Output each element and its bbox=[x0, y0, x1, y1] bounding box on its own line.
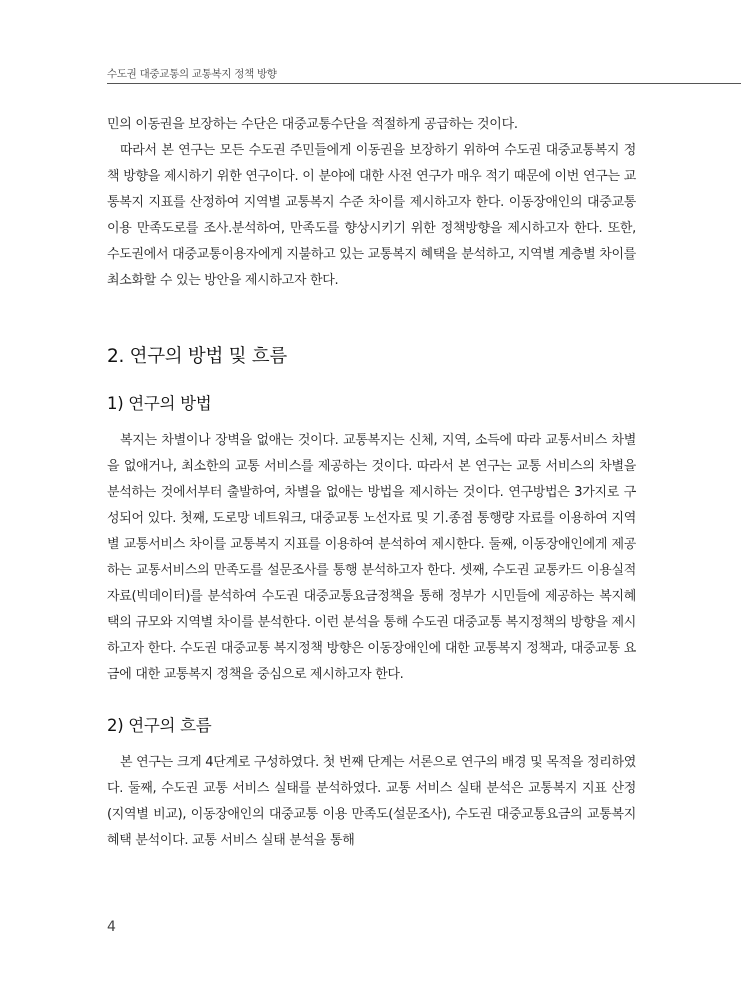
section-heading: 2. 연구의 방법 및 흐름 bbox=[107, 346, 287, 367]
subsection-heading-flow: 2) 연구의 흐름 bbox=[107, 716, 212, 735]
page-body bbox=[107, 112, 636, 854]
subsection-heading-method: 1) 연구의 방법 bbox=[107, 394, 212, 413]
intro-paragraph-continuation: 민의 이동권을 보장하는 수단은 대중교통수단을 적절하게 공급하는 것이다. bbox=[107, 117, 518, 132]
intro-paragraph: 따라서 본 연구는 모든 수도권 주민들에게 이동권을 보장하기 위하여 수도권 대중교통복지 정책 방향을 제시하기 위한 연구이다. 이 분야에 대한 사전 연구가 매우 적기 때문에 이번 연구는 교통복지 지표를 산정하여 지역별 교통복지 수준 차이를 제시하고자 한다. 이동장애인의 대중교통 이용 만족도로를 조사.분석하여, 만족도를 향상시키기 위한 정책방향을 제시하고자 한다. 또한, 수도권에서 대중교통이용자에게 지불하고 있는 교통복지 혜택을 분석하고, 지역별 계층별 차이를 최소화할 수 있는 방안을 제시하고자 한다. bbox=[107, 143, 636, 288]
header-rule bbox=[107, 83, 741, 84]
running-head: 수도권 대중교통의 교통복지 정책 방향 bbox=[107, 68, 277, 80]
page-number: 4 bbox=[107, 919, 116, 935]
flow-paragraph: 본 연구는 크게 4단계로 구성하였다. 첫 번째 단계는 서론으로 연구의 배경 및 목적을 정리하였다. 둘째, 수도권 교통 서비스 실태를 분석하였다. 교통 서비스 실태 분석은 교통복지 지표 산정(지역별 비교), 이동장애인의 대중교통 이용 만족도(설문조사), 수도권 대중교통요금의 교통복지 혜택 분석이다. 교통 서비스 실태 분석을 통해 bbox=[107, 755, 636, 848]
method-paragraph: 복지는 차별이나 장벽을 없애는 것이다. 교통복지는 신체, 지역, 소득에 따라 교통서비스 차별을 없애거나, 최소한의 교통 서비스를 제공하는 것이다. 따라서 본 연구는 교통 서비스의 차별을 분석하는 것에서부터 출발하여, 차별을 없애는 방법을 제시하는 것이다. 연구방법은 3가지로 구성되어 있다. 첫째, 도로망 네트워크, 대중교통 노선자료 및 기.종점 통행량 자료를 이용하여 지역별 교통서비스 차이를 교통복지 지표를 이용하여 분석하여 제시한다. 둘째, 이동장애인에게 제공하는 교통서비스의 만족도를 설문조사를 통행 분석하고자 한다. 셋째, 수도권 교통카드 이용실적 자료(빅데이터)를 분석하여 수도권 대중교통요금정책을 통해 정부가 시민들에 제공하는 복지혜택의 규모와 지역별 차이를 분석한다. 이런 분석을 통해 수도권 대중교통 복지정책의 방향을 제시하고자 한다. 수도권 대중교통 복지정책 방향은 이동장애인에 대한 교통복지 정책과, 대중교통 요금에 대한 교통복지 정책을 중심으로 제시하고자 한다. bbox=[107, 433, 636, 682]
